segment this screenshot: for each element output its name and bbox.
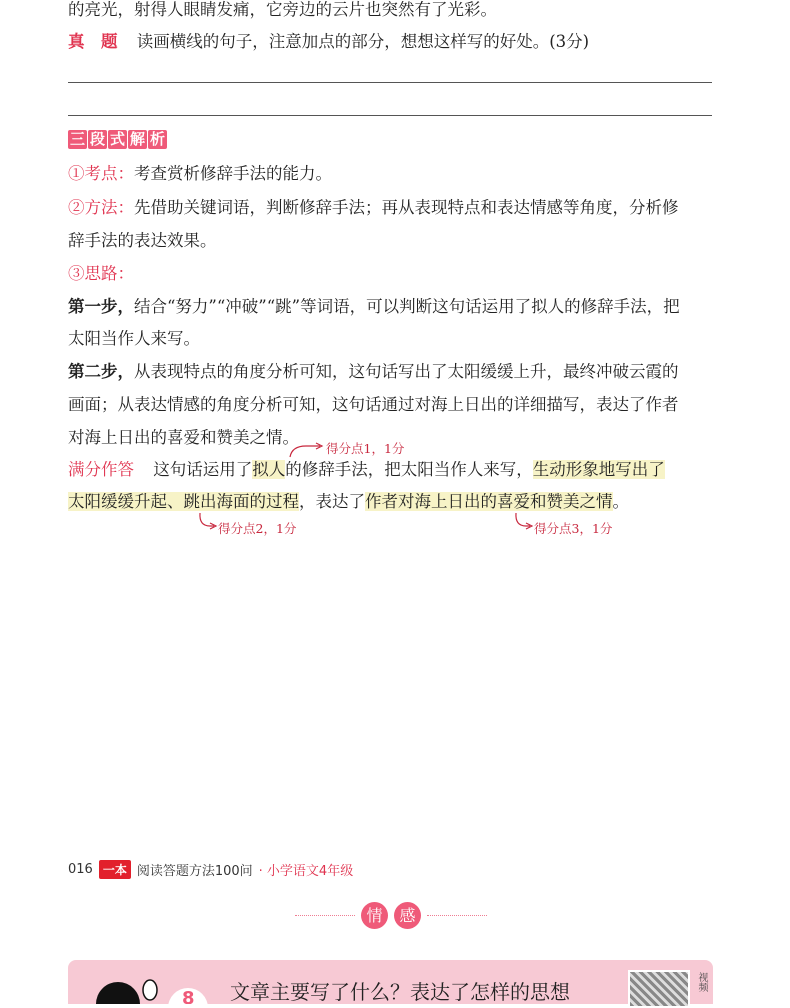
- answer-seg7: 作者对海上日出的喜爱和赞美之情: [365, 492, 613, 511]
- point-1-text: 考查赏析修辞手法的能力。: [134, 164, 332, 183]
- score-note-1: 得分点1，1分: [326, 441, 405, 456]
- answer-seg1: 这句话运用了: [153, 460, 253, 479]
- answer-seg3: 的修辞手法，把太阳当作人来写，: [285, 460, 533, 479]
- section-char: 三: [69, 130, 85, 148]
- qr-code-icon[interactable]: [628, 970, 690, 1008]
- section-char: 段: [89, 130, 105, 148]
- answer-line-1: [68, 458, 665, 482]
- dotted-divider: [427, 915, 487, 916]
- step-2-line-2: 画面；从表达情感的角度分析可知，这句话通过对海上日出的详细描写，表达了作者: [68, 395, 679, 414]
- question-text: 读画横线的句子，注意加点的部分，想想这样写的好处。(3分): [136, 32, 590, 51]
- score-note-2: 得分点2，1分: [218, 521, 297, 536]
- answer-seg8: 。: [612, 492, 629, 511]
- top-line: 的亮光，射得人眼睛发痛，它旁边的云片也突然有了光彩。: [68, 0, 497, 19]
- qr-label: 视频: [696, 972, 707, 992]
- section-header-emotion: [295, 900, 487, 930]
- answer-label: 满分作答: [68, 460, 134, 479]
- section-char: 析: [149, 130, 165, 148]
- answer-keyword: 拟人: [252, 460, 286, 479]
- point-2-text: 先借助关键词语，判断修辞手法；再从表现特点和表达情感等角度，分析修: [134, 198, 679, 217]
- answer-line-2: [68, 490, 629, 514]
- step-2-label: 第二步，: [68, 362, 134, 381]
- dotted-divider: [295, 915, 355, 916]
- point-2-line-2: 辞手法的表达效果。: [68, 231, 217, 250]
- book-subtitle: · 小学语文4年级: [258, 864, 354, 879]
- step-2-line-3: 对海上日出的喜爱和赞美之情。: [68, 428, 299, 447]
- point-3-prefix: ③思路：: [68, 264, 134, 283]
- question-label: 真 题: [68, 32, 118, 51]
- section-char: 式: [109, 130, 125, 148]
- brand-logo: 一本: [99, 860, 131, 879]
- step-1-text: 结合“努力”“冲破”“跳”等词语，可以判断这句话运用了拟人的修辞手法，把: [134, 297, 680, 316]
- section-char: 感: [394, 902, 421, 929]
- point-1-prefix: ①考点：: [68, 164, 134, 183]
- book-title: 阅读答题方法100问: [136, 864, 253, 879]
- score-note-3: 得分点3，1分: [534, 521, 613, 536]
- step-1-label: 第一步，: [68, 297, 134, 316]
- section-char: 解: [129, 130, 145, 148]
- page-footer: [68, 860, 353, 879]
- point-2-prefix: ②方法：: [68, 198, 134, 217]
- banner-question: 文章主要写了什么？表达了怎样的思想: [230, 980, 570, 1004]
- answer-seg4: 生动形象地写出了: [532, 460, 665, 479]
- step-1-line-2: 太阳当作人来写。: [68, 329, 200, 348]
- section-char: 情: [361, 902, 388, 929]
- page-number: 016: [68, 862, 93, 877]
- answer-seg6: ，表达了: [299, 492, 365, 511]
- step-2-text: 从表现特点的角度分析可知，这句话写出了太阳缓缓上升，最终冲破云霞的: [134, 362, 679, 381]
- answer-seg5: 太阳缓缓升起、跳出海面的过程: [68, 492, 299, 511]
- svg-text:8: 8: [182, 988, 195, 1004]
